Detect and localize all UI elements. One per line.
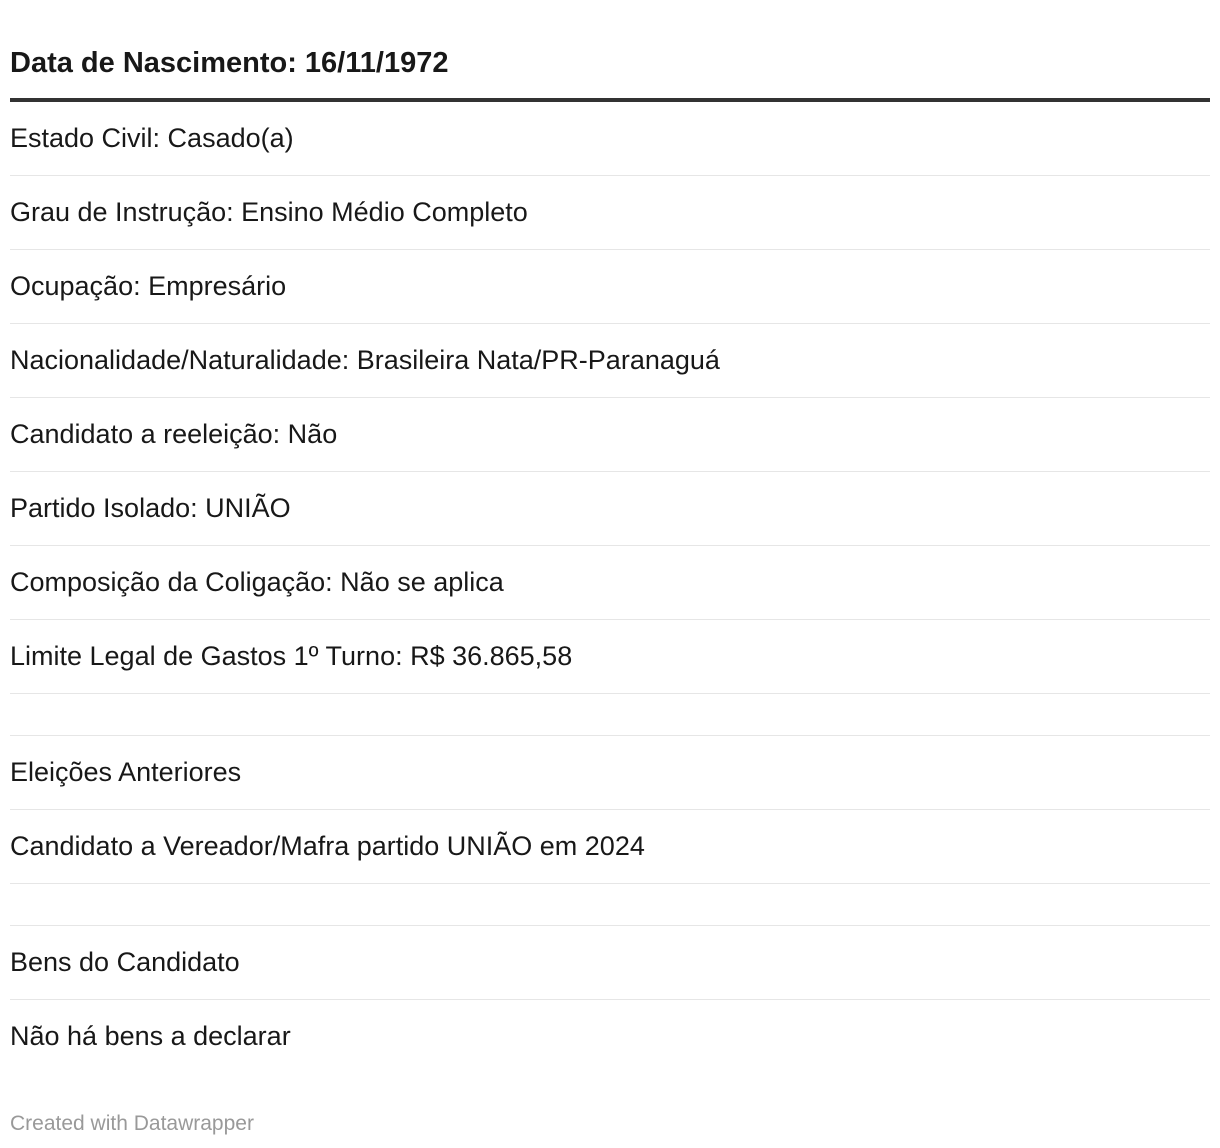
row-eleicoes-anteriores: Eleições Anteriores	[10, 757, 242, 787]
row-ocupacao: Ocupação: Empresário	[10, 271, 287, 301]
footer-credit: Created with Datawrapper	[10, 1112, 254, 1135]
table-row	[10, 1000, 1210, 1073]
row-partido: Partido Isolado: UNIÃO	[10, 493, 291, 523]
row-nao-ha-bens: Não há bens a declarar	[10, 1021, 291, 1051]
table-row	[10, 102, 1210, 176]
table-row	[10, 176, 1210, 250]
table-row	[10, 324, 1210, 398]
table-body	[10, 102, 1210, 1073]
header-title: Data de Nascimento: 16/11/1972	[10, 47, 449, 79]
datawrapper-table	[10, 0, 1210, 1073]
table-header	[10, 0, 1210, 102]
row-grau-instrucao: Grau de Instrução: Ensino Médio Completo	[10, 197, 528, 227]
row-candidato-vereador: Candidato a Vereador/Mafra partido UNIÃO em 2024	[10, 831, 645, 861]
row-coligacao: Composição da Coligação: Não se aplica	[10, 567, 504, 597]
row-nacionalidade: Nacionalidade/Naturalidade: Brasileira Nata/PR-Paranaguá	[10, 345, 720, 375]
table-row	[10, 472, 1210, 546]
row-estado-civil: Estado Civil: Casado(a)	[10, 123, 294, 153]
table-row	[10, 250, 1210, 324]
table-row	[10, 620, 1210, 694]
table-row	[10, 398, 1210, 472]
row-limite-gastos: Limite Legal de Gastos 1º Turno: R$ 36.865,58	[10, 641, 573, 671]
table-row-empty	[10, 694, 1210, 736]
row-reeleicao: Candidato a reeleição: Não	[10, 419, 338, 449]
table-row	[10, 736, 1210, 810]
table-row	[10, 926, 1210, 1000]
row-bens-candidato: Bens do Candidato	[10, 947, 240, 977]
table-row-empty	[10, 884, 1210, 926]
table-row	[10, 546, 1210, 620]
table-row	[10, 810, 1210, 884]
